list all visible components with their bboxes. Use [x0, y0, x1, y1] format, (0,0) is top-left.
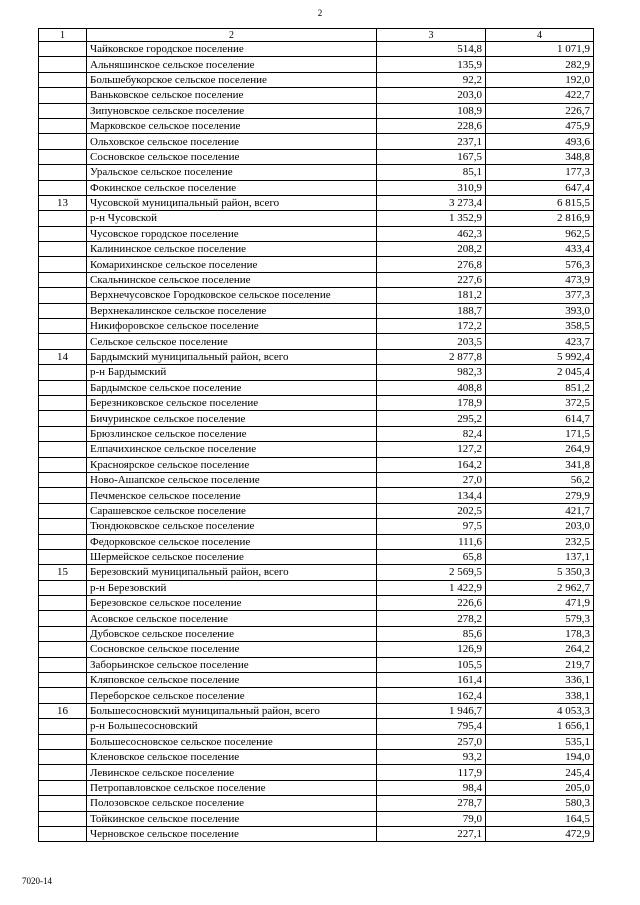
row-number [39, 88, 87, 103]
table-row [39, 796, 594, 811]
municipality-name: Переборское сельское поселение [87, 688, 377, 703]
value-col3: 188,7 [377, 303, 486, 318]
row-number [39, 534, 87, 549]
value-col3: 208,2 [377, 242, 486, 257]
row-number [39, 319, 87, 334]
row-number [39, 103, 87, 118]
table-row [39, 442, 594, 457]
municipality-name: Марковское сельское поселение [87, 118, 377, 133]
municipality-name: Бичуринское сельское поселение [87, 411, 377, 426]
municipality-name: Сосновское сельское поселение [87, 642, 377, 657]
row-number [39, 426, 87, 441]
value-col3: 105,5 [377, 657, 486, 672]
row-number [39, 72, 87, 87]
row-number [39, 503, 87, 518]
municipality-name: Шермейское сельское поселение [87, 549, 377, 564]
row-number [39, 719, 87, 734]
value-col4: 421,7 [486, 503, 594, 518]
value-col4: 576,3 [486, 257, 594, 272]
row-number [39, 457, 87, 472]
value-col4: 647,4 [486, 180, 594, 195]
column-header-4: 4 [486, 29, 594, 42]
municipality-name: Полозовское сельское поселение [87, 796, 377, 811]
row-number [39, 288, 87, 303]
value-col3: 134,4 [377, 488, 486, 503]
municipality-name: Березовское сельское поселение [87, 596, 377, 611]
municipality-name: р-н Березовский [87, 580, 377, 595]
row-number [39, 673, 87, 688]
table-header-row [39, 29, 594, 42]
municipality-name: р-н Большесосновский [87, 719, 377, 734]
municipality-name: Верхнекалинское сельское поселение [87, 303, 377, 318]
value-col4: 192,0 [486, 72, 594, 87]
table-row [39, 688, 594, 703]
row-number [39, 442, 87, 457]
data-table [38, 28, 594, 842]
municipality-name: Заборьинское сельское поселение [87, 657, 377, 672]
municipality-name: Кленовское сельское поселение [87, 749, 377, 764]
table-row [39, 611, 594, 626]
table-row [39, 349, 594, 364]
table-row [39, 749, 594, 764]
row-number [39, 549, 87, 564]
table-row [39, 780, 594, 795]
table-row [39, 426, 594, 441]
value-col3: 85,6 [377, 626, 486, 641]
value-col3: 295,2 [377, 411, 486, 426]
row-number [39, 380, 87, 395]
row-number [39, 149, 87, 164]
value-col4: 422,7 [486, 88, 594, 103]
value-col4: 473,9 [486, 272, 594, 287]
table-row [39, 42, 594, 57]
value-col4: 137,1 [486, 549, 594, 564]
table-row [39, 457, 594, 472]
row-number [39, 611, 87, 626]
value-col3: 227,6 [377, 272, 486, 287]
row-number [39, 134, 87, 149]
table-row [39, 626, 594, 641]
value-col3: 237,1 [377, 134, 486, 149]
value-col4: 264,2 [486, 642, 594, 657]
value-col4: 2 816,9 [486, 211, 594, 226]
value-col3: 276,8 [377, 257, 486, 272]
value-col3: 1 352,9 [377, 211, 486, 226]
municipality-name: Елпачихинское сельское поселение [87, 442, 377, 457]
table-row [39, 226, 594, 241]
value-col4: 475,9 [486, 118, 594, 133]
municipality-name: Тойкинское сельское поселение [87, 811, 377, 826]
value-col4: 219,7 [486, 657, 594, 672]
value-col3: 181,2 [377, 288, 486, 303]
value-col4: 493,6 [486, 134, 594, 149]
value-col3: 228,6 [377, 118, 486, 133]
value-col4: 4 053,3 [486, 703, 594, 718]
value-col3: 310,9 [377, 180, 486, 195]
municipality-name: р-н Чусовской [87, 211, 377, 226]
row-number [39, 519, 87, 534]
table-row [39, 580, 594, 595]
value-col3: 82,4 [377, 426, 486, 441]
municipality-name: Сарашевское сельское поселение [87, 503, 377, 518]
value-col3: 97,5 [377, 519, 486, 534]
row-number [39, 242, 87, 257]
value-col4: 851,2 [486, 380, 594, 395]
row-number [39, 657, 87, 672]
table-row [39, 149, 594, 164]
value-col4: 348,8 [486, 149, 594, 164]
value-col3: 117,9 [377, 765, 486, 780]
value-col3: 65,8 [377, 549, 486, 564]
table-row [39, 211, 594, 226]
table-row [39, 303, 594, 318]
row-number: 16 [39, 703, 87, 718]
value-col4: 232,5 [486, 534, 594, 549]
municipality-name: Чайковское городское поселение [87, 42, 377, 57]
value-col4: 2 045,4 [486, 365, 594, 380]
value-col3: 1 946,7 [377, 703, 486, 718]
table-row [39, 103, 594, 118]
value-col3: 178,9 [377, 395, 486, 410]
value-col4: 2 962,7 [486, 580, 594, 595]
value-col4: 372,5 [486, 395, 594, 410]
municipality-name: Дубовское сельское поселение [87, 626, 377, 641]
value-col3: 203,0 [377, 88, 486, 103]
page-number: 2 [317, 8, 323, 18]
table-row [39, 365, 594, 380]
municipality-name: Красноярское сельское поселение [87, 457, 377, 472]
table-row [39, 673, 594, 688]
value-col4: 393,0 [486, 303, 594, 318]
value-col4: 164,5 [486, 811, 594, 826]
column-header-1: 1 [39, 29, 87, 42]
value-col4: 535,1 [486, 734, 594, 749]
table-row [39, 165, 594, 180]
municipality-name: Альняшинское сельское поселение [87, 57, 377, 72]
table-row [39, 134, 594, 149]
value-col3: 108,9 [377, 103, 486, 118]
value-col4: 177,3 [486, 165, 594, 180]
table-row [39, 596, 594, 611]
value-col3: 161,4 [377, 673, 486, 688]
table-row [39, 118, 594, 133]
table-row [39, 765, 594, 780]
value-col4: 433,4 [486, 242, 594, 257]
municipality-name: Асовское сельское поселение [87, 611, 377, 626]
value-col4: 245,4 [486, 765, 594, 780]
value-col4: 358,5 [486, 319, 594, 334]
value-col3: 2 569,5 [377, 565, 486, 580]
municipality-name: Уральское сельское поселение [87, 165, 377, 180]
municipality-name: Чусовской муниципальный район, всего [87, 195, 377, 210]
row-number [39, 395, 87, 410]
value-col3: 79,0 [377, 811, 486, 826]
table-row [39, 811, 594, 826]
table-row [39, 642, 594, 657]
value-col3: 278,2 [377, 611, 486, 626]
value-col3: 135,9 [377, 57, 486, 72]
value-col3: 167,5 [377, 149, 486, 164]
table-row [39, 288, 594, 303]
table-row [39, 57, 594, 72]
value-col3: 85,1 [377, 165, 486, 180]
value-col4: 1 656,1 [486, 719, 594, 734]
table-row [39, 826, 594, 841]
row-number [39, 272, 87, 287]
value-col3: 278,7 [377, 796, 486, 811]
municipality-name: Сосновское сельское поселение [87, 149, 377, 164]
value-col4: 614,7 [486, 411, 594, 426]
table-row [39, 88, 594, 103]
table-row [39, 72, 594, 87]
value-col4: 377,3 [486, 288, 594, 303]
table-row [39, 334, 594, 349]
column-header-2: 2 [87, 29, 377, 42]
row-number [39, 257, 87, 272]
row-number [39, 811, 87, 826]
value-col4: 338,1 [486, 688, 594, 703]
value-col3: 3 273,4 [377, 195, 486, 210]
row-number [39, 226, 87, 241]
column-header-3: 3 [377, 29, 486, 42]
municipality-name: Тюндюковское сельское поселение [87, 519, 377, 534]
value-col3: 164,2 [377, 457, 486, 472]
municipality-name: Федорковское сельское поселение [87, 534, 377, 549]
value-col4: 579,3 [486, 611, 594, 626]
table-row [39, 180, 594, 195]
value-col4: 5 992,4 [486, 349, 594, 364]
table-row [39, 657, 594, 672]
value-col3: 1 422,9 [377, 580, 486, 595]
value-col4: 1 071,9 [486, 42, 594, 57]
municipality-name: р-н Бардымский [87, 365, 377, 380]
municipality-name: Зипуновское сельское поселение [87, 103, 377, 118]
row-number [39, 118, 87, 133]
municipality-name: Чусовское городское поселение [87, 226, 377, 241]
table-row [39, 395, 594, 410]
value-col4: 171,5 [486, 426, 594, 441]
value-col4: 203,0 [486, 519, 594, 534]
municipality-name: Брюзлинское сельское поселение [87, 426, 377, 441]
value-col3: 257,0 [377, 734, 486, 749]
row-number [39, 57, 87, 72]
value-col3: 162,4 [377, 688, 486, 703]
municipality-name: Никифоровское сельское поселение [87, 319, 377, 334]
municipality-name: Большебукорское сельское поселение [87, 72, 377, 87]
value-col3: 226,6 [377, 596, 486, 611]
value-col4: 6 815,5 [486, 195, 594, 210]
value-col3: 27,0 [377, 472, 486, 487]
table-row [39, 703, 594, 718]
value-col3: 126,9 [377, 642, 486, 657]
row-number [39, 765, 87, 780]
value-col4: 56,2 [486, 472, 594, 487]
municipality-name: Комарихинское сельское поселение [87, 257, 377, 272]
table-row [39, 519, 594, 534]
value-col4: 423,7 [486, 334, 594, 349]
value-col4: 205,0 [486, 780, 594, 795]
value-col4: 962,5 [486, 226, 594, 241]
row-number: 13 [39, 195, 87, 210]
value-col3: 462,3 [377, 226, 486, 241]
municipality-name: Большесосновское сельское поселение [87, 734, 377, 749]
value-col4: 472,9 [486, 826, 594, 841]
row-number [39, 303, 87, 318]
value-col3: 127,2 [377, 442, 486, 457]
table-row [39, 503, 594, 518]
value-col4: 336,1 [486, 673, 594, 688]
document-code: 7020-14 [22, 876, 52, 886]
row-number [39, 780, 87, 795]
table-row [39, 272, 594, 287]
row-number [39, 334, 87, 349]
row-number [39, 734, 87, 749]
row-number [39, 411, 87, 426]
table-row [39, 411, 594, 426]
municipality-name: Ваньковское сельское поселение [87, 88, 377, 103]
value-col3: 982,3 [377, 365, 486, 380]
value-col3: 98,4 [377, 780, 486, 795]
row-number [39, 688, 87, 703]
municipality-name: Ольховское сельское поселение [87, 134, 377, 149]
value-col3: 514,8 [377, 42, 486, 57]
value-col3: 408,8 [377, 380, 486, 395]
value-col4: 264,9 [486, 442, 594, 457]
table-row [39, 380, 594, 395]
table-row [39, 565, 594, 580]
municipality-name: Березниковское сельское поселение [87, 395, 377, 410]
value-col3: 93,2 [377, 749, 486, 764]
value-col4: 279,9 [486, 488, 594, 503]
municipality-name: Березовский муниципальный район, всего [87, 565, 377, 580]
table-row [39, 242, 594, 257]
row-number [39, 165, 87, 180]
value-col4: 226,7 [486, 103, 594, 118]
row-number [39, 365, 87, 380]
row-number [39, 626, 87, 641]
value-col4: 580,3 [486, 796, 594, 811]
table-row [39, 534, 594, 549]
table-row [39, 319, 594, 334]
row-number [39, 796, 87, 811]
municipality-name: Черновское сельское поселение [87, 826, 377, 841]
value-col3: 203,5 [377, 334, 486, 349]
row-number [39, 826, 87, 841]
value-col3: 795,4 [377, 719, 486, 734]
row-number [39, 488, 87, 503]
municipality-name: Ново-Ашапское сельское поселение [87, 472, 377, 487]
table-row [39, 734, 594, 749]
row-number [39, 580, 87, 595]
value-col3: 2 877,8 [377, 349, 486, 364]
municipality-name: Калининское сельское поселение [87, 242, 377, 257]
municipality-name: Большесосновский муниципальный район, всего [87, 703, 377, 718]
municipality-name: Бардымский муниципальный район, всего [87, 349, 377, 364]
value-col4: 471,9 [486, 596, 594, 611]
value-col4: 341,8 [486, 457, 594, 472]
row-number [39, 211, 87, 226]
value-col3: 202,5 [377, 503, 486, 518]
municipality-name: Бардымское сельское поселение [87, 380, 377, 395]
municipality-name: Печменское сельское поселение [87, 488, 377, 503]
row-number [39, 749, 87, 764]
municipality-name: Петропавловское сельское поселение [87, 780, 377, 795]
value-col3: 111,6 [377, 534, 486, 549]
value-col3: 227,1 [377, 826, 486, 841]
value-col3: 92,2 [377, 72, 486, 87]
table-row [39, 195, 594, 210]
row-number [39, 180, 87, 195]
table-row [39, 472, 594, 487]
row-number [39, 42, 87, 57]
table-row [39, 488, 594, 503]
municipality-name: Верхнечусовское Городковское сельское поселение [87, 288, 377, 303]
municipality-name: Скальнинское сельское поселение [87, 272, 377, 287]
value-col3: 172,2 [377, 319, 486, 334]
municipality-name: Фокинское сельское поселение [87, 180, 377, 195]
row-number [39, 596, 87, 611]
table-row [39, 719, 594, 734]
value-col4: 178,3 [486, 626, 594, 641]
table-row [39, 549, 594, 564]
row-number: 14 [39, 349, 87, 364]
municipality-name: Кляповское сельское поселение [87, 673, 377, 688]
value-col4: 282,9 [486, 57, 594, 72]
value-col4: 194,0 [486, 749, 594, 764]
value-col4: 5 350,3 [486, 565, 594, 580]
table-row [39, 257, 594, 272]
row-number [39, 642, 87, 657]
municipality-name: Левинское сельское поселение [87, 765, 377, 780]
row-number [39, 472, 87, 487]
municipality-name: Сельское сельское поселение [87, 334, 377, 349]
row-number: 15 [39, 565, 87, 580]
